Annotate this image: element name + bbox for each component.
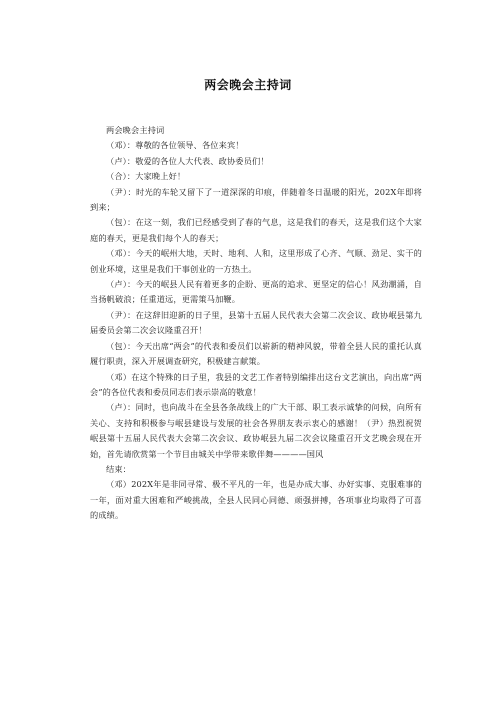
paragraph: （邓）202X年是非同寻常、极不平凡的一年，也是办成大事、办好实事、克服难事的一年，面对重大困难和严峻挑战，全县人民同心同德、顽强拼搏，各项事业均取得了可喜的成绩。 [90, 479, 422, 521]
paragraph: （邓）：尊敬的各位领导、各位来宾！ [106, 140, 244, 151]
paragraph: （邓）在这个特殊的日子里，我县的文艺工作者特别编排出这台文艺演出，向出席“两会”的各位代表和委员同志们表示崇高的敬意！ [90, 371, 422, 397]
paragraph: 两会晚会主持词 [106, 125, 165, 135]
document-body [90, 123, 422, 524]
paragraph: （包）：在这一刻，我们已经感受到了春的气息，这是我们的春天，这是我们这个大家庭的春天，更是我们每个人的春天； [90, 217, 422, 243]
document-title: 两会晚会主持词 [204, 78, 292, 92]
paragraph: （卢）：敬爱的各位人大代表、政协委员们！ [106, 155, 269, 166]
paragraph: （卢）：今天的岷县人民有着更多的企盼、更高的追求、更坚定的信心！风劲潮涌，自当扬帆破浪；任重道远，更需策马加鞭。 [90, 279, 422, 305]
paragraph: 结束： [106, 463, 132, 474]
paragraph: （邓）：今天的岷州大地，天时、地利、人和，这里形成了心齐、气顺、劲足、实干的创业环境，这里是我们干事创业的一方热土。 [90, 248, 422, 274]
paragraph: （卢）：同时，也向战斗在全县各条战线上的广大干部、职工表示诚挚的问候，向所有关心、支持和积极参与岷县建设与发展的社会各界朋友表示衷心的感谢！（尹）热烈祝贺岷县第十五届人民代表大会第二次会议、政协岷县九届二次会议隆重召开文艺晚会现在开始，首先请欣赏第一个节目由城关中学带来歌伴舞————国风 [90, 402, 422, 459]
paragraph: （尹）：时光的车轮又留下了一道深深的印痕，伴随着冬日温暖的阳光，202X年即将到来； [90, 186, 422, 213]
paragraph: （合）：大家晚上好！ [106, 171, 186, 182]
paragraph: （包）：今天出席“两会”的代表和委员们以崭新的精神风貌，带着全县人民的重托认真履行职责，深入开展调查研究，积极建言献策。 [90, 340, 422, 367]
paragraph: （尹）：在这辞旧迎新的日子里，县第十五届人民代表大会第二次会议、政协岷县第九届委员会第二次会议隆重召开！ [90, 309, 422, 336]
